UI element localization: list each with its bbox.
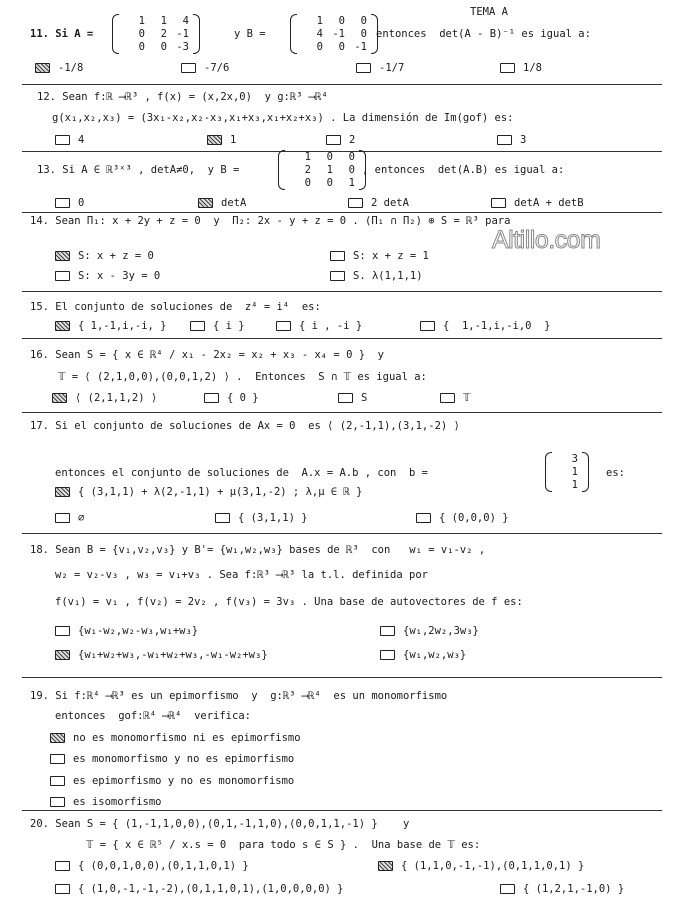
option-label: 𝕋 bbox=[463, 392, 471, 404]
matrix-cell: 0 bbox=[338, 41, 345, 53]
option-label: {w₁+w₂+w₃,-w₁+w₂+w₃,-w₁-w₂+w₃} bbox=[78, 649, 268, 661]
q13-option[interactable] bbox=[198, 197, 246, 209]
option-label: { (3,1,1) } bbox=[238, 512, 308, 524]
q17-option[interactable] bbox=[55, 486, 362, 498]
matrix-grid bbox=[552, 452, 582, 492]
divider bbox=[22, 84, 662, 85]
option-label: 4 bbox=[78, 134, 85, 146]
matrix-grid bbox=[297, 14, 371, 54]
q20-option[interactable] bbox=[55, 883, 344, 895]
option-label: S: x - 3y = 0 bbox=[78, 270, 161, 282]
divider bbox=[22, 810, 662, 811]
q18-line2: w₂ = v₂-v₃ , w₃ = v₁+v₃ . Sea f:ℝ³ ⟶ℝ³ la t.l. definida por bbox=[55, 569, 428, 581]
option-label: es isomorfismo bbox=[73, 796, 162, 808]
checkbox-icon[interactable] bbox=[500, 884, 515, 894]
matrix-cell: 4 bbox=[316, 28, 323, 40]
matrix-cell: 1 bbox=[304, 151, 311, 163]
option-label: { i , -i } bbox=[299, 320, 363, 332]
checkbox-icon[interactable] bbox=[55, 198, 70, 208]
right-bracket bbox=[193, 14, 200, 54]
q14-option[interactable] bbox=[55, 270, 160, 282]
checkbox-icon[interactable] bbox=[55, 861, 70, 871]
matrix-grid bbox=[119, 14, 193, 54]
matrix-cell: 0 bbox=[338, 15, 345, 27]
matrix-a bbox=[112, 14, 200, 54]
matrix-cell: -1 bbox=[332, 28, 345, 40]
q20-option[interactable] bbox=[55, 860, 249, 872]
option-label: 2 detA bbox=[371, 197, 409, 209]
option-label: S. λ(1,1,1) bbox=[353, 270, 423, 282]
matrix-grid bbox=[285, 150, 359, 190]
q13-option[interactable] bbox=[491, 197, 584, 209]
checkbox-checked-icon[interactable] bbox=[198, 198, 213, 208]
q16-line2: 𝕋 = ⟨ (2,1,0,0),(0,0,1,2) ⟩ . Entonces S ∩ 𝕋 es igual a: bbox=[58, 371, 427, 383]
divider bbox=[22, 338, 662, 339]
matrix-cell: 0 bbox=[160, 41, 167, 53]
checkbox-checked-icon[interactable] bbox=[55, 650, 70, 660]
matrix-cell: 2 bbox=[304, 164, 311, 176]
q11-mid: y B = bbox=[234, 28, 266, 40]
q12-option[interactable] bbox=[326, 134, 355, 146]
checkbox-icon[interactable] bbox=[491, 198, 506, 208]
q13-prefix: 13. Si A ∈ ℝ³ˣ³ , detA≠0, y B = bbox=[37, 164, 240, 176]
matrix-cell: 1 bbox=[571, 479, 578, 491]
q18-option[interactable] bbox=[55, 625, 198, 637]
q19-option[interactable] bbox=[50, 796, 162, 808]
matrix-cell: 0 bbox=[348, 164, 355, 176]
q12-option[interactable] bbox=[497, 134, 526, 146]
q19-option[interactable] bbox=[50, 732, 301, 744]
option-label: { 1,-1,i,-i,0 } bbox=[443, 320, 551, 332]
checkbox-icon[interactable] bbox=[380, 650, 395, 660]
checkbox-icon[interactable] bbox=[181, 63, 196, 73]
q19-line1: 19. Si f:ℝ⁴ ⟶ℝ³ es un epimorfismo y g:ℝ³ ⟶ℝ⁴ es un monomorfismo bbox=[30, 690, 448, 702]
matrix-cell: 0 bbox=[360, 15, 367, 27]
q17-line1: 17. Si el conjunto de soluciones de Ax = 0 es ⟨ (2,-1,1),(3,1,-2) ⟩ bbox=[30, 420, 460, 432]
option-label: es epimorfismo y no es monomorfismo bbox=[73, 775, 295, 787]
exam-version: TEMA A bbox=[470, 6, 508, 18]
checkbox-icon[interactable] bbox=[348, 198, 363, 208]
divider bbox=[22, 212, 662, 213]
checkbox-checked-icon[interactable] bbox=[50, 733, 65, 743]
q13-option[interactable] bbox=[55, 197, 84, 209]
matrix-cell: -1 bbox=[354, 41, 367, 53]
left-bracket bbox=[545, 452, 552, 492]
option-label: { (1,1,0,-1,-1),(0,1,1,0,1) } bbox=[401, 860, 585, 872]
option-label: S: x + z = 0 bbox=[78, 250, 154, 262]
option-label: { (3,1,1) + λ(2,-1,1) + μ(3,1,-2) ; λ,μ ∈ ℝ } bbox=[78, 486, 363, 498]
matrix-cell: 1 bbox=[348, 177, 355, 189]
option-label: { (1,0,-1,-1,-2),(0,1,1,0,1),(1,0,0,0,0) } bbox=[78, 883, 344, 895]
q15-option[interactable] bbox=[190, 320, 245, 332]
matrix-cell: 0 bbox=[304, 177, 311, 189]
checkbox-icon[interactable] bbox=[204, 393, 219, 403]
option-label: -1/8 bbox=[58, 62, 84, 74]
option-label: detA + detB bbox=[514, 197, 584, 209]
q19-option[interactable] bbox=[50, 775, 294, 787]
q16-option[interactable] bbox=[440, 392, 470, 404]
left-bracket bbox=[290, 14, 297, 54]
q14-line1: 14. Sean Π₁: x + 2y + z = 0 y Π₂: 2x - y + z = 0 . (Π₁ ∩ Π₂) ⊕ S = ℝ³ para bbox=[30, 215, 511, 227]
option-label: 1/8 bbox=[523, 62, 542, 74]
checkbox-icon[interactable] bbox=[416, 513, 431, 523]
checkbox-icon[interactable] bbox=[55, 884, 70, 894]
option-label: { 0 } bbox=[227, 392, 259, 404]
checkbox-checked-icon[interactable] bbox=[207, 135, 222, 145]
q11-option[interactable] bbox=[35, 62, 83, 74]
matrix-b bbox=[278, 150, 366, 190]
option-label: S: x + z = 1 bbox=[353, 250, 429, 262]
q14-option[interactable] bbox=[330, 250, 429, 262]
matrix-cell: 2 bbox=[160, 28, 167, 40]
matrix-cell: -3 bbox=[176, 41, 189, 53]
q15-option[interactable] bbox=[55, 320, 167, 332]
option-label: 2 bbox=[349, 134, 356, 146]
vector-b bbox=[545, 452, 589, 492]
option-label: { i } bbox=[213, 320, 245, 332]
q15-option[interactable] bbox=[276, 320, 362, 332]
checkbox-icon[interactable] bbox=[50, 776, 65, 786]
q17-option[interactable] bbox=[416, 512, 509, 524]
q11-prefix: 11. Si A = bbox=[30, 28, 94, 40]
matrix-cell: 1 bbox=[326, 164, 333, 176]
checkbox-icon[interactable] bbox=[338, 393, 353, 403]
checkbox-icon[interactable] bbox=[55, 271, 70, 281]
q13-option[interactable] bbox=[348, 197, 409, 209]
option-label: 1 bbox=[230, 134, 237, 146]
left-bracket bbox=[112, 14, 119, 54]
q11-option[interactable] bbox=[181, 62, 229, 74]
checkbox-icon[interactable] bbox=[497, 135, 512, 145]
option-label: ⟨ (2,1,1,2) ⟩ bbox=[75, 392, 158, 404]
checkbox-icon[interactable] bbox=[55, 135, 70, 145]
q14-option[interactable] bbox=[330, 270, 423, 282]
q20-line1: 20. Sean S = { (1,-1,1,0,0),(0,1,-1,1,0),(0,0,1,1,-1) } y bbox=[30, 818, 410, 830]
matrix-cell: 0 bbox=[326, 151, 333, 163]
checkbox-icon[interactable] bbox=[380, 626, 395, 636]
q20-line2: 𝕋 = { x ∈ ℝ⁵ / x.s = 0 para todo s ∈ S } . Una base de 𝕋 es: bbox=[86, 839, 481, 851]
matrix-cell: 0 bbox=[138, 41, 145, 53]
checkbox-icon[interactable] bbox=[55, 513, 70, 523]
checkbox-icon[interactable] bbox=[50, 797, 65, 807]
checkbox-checked-icon[interactable] bbox=[55, 487, 70, 497]
divider bbox=[22, 291, 662, 292]
option-label: ∅ bbox=[78, 512, 85, 524]
q17-option[interactable] bbox=[55, 512, 84, 524]
checkbox-icon[interactable] bbox=[356, 63, 371, 73]
option-label: {w₁-w₂,w₂-w₃,w₁+w₃} bbox=[78, 625, 199, 637]
option-label: 0 bbox=[78, 197, 85, 209]
q17-line2: entonces el conjunto de soluciones de A.x = A.b , con b = bbox=[55, 467, 428, 479]
divider bbox=[22, 412, 662, 413]
checkbox-icon[interactable] bbox=[330, 271, 345, 281]
checkbox-checked-icon[interactable] bbox=[35, 63, 50, 73]
matrix-cell: 0 bbox=[326, 177, 333, 189]
checkbox-icon[interactable] bbox=[50, 754, 65, 764]
q18-option[interactable] bbox=[380, 649, 466, 661]
q16-line1: 16. Sean S = { x ∈ ℝ⁴ / x₁ - 2x₂ = x₂ + x₃ - x₄ = 0 } y bbox=[30, 349, 385, 361]
q14-option[interactable] bbox=[55, 250, 154, 262]
q16-option[interactable] bbox=[52, 392, 157, 404]
checkbox-checked-icon[interactable] bbox=[55, 251, 70, 261]
q18-option[interactable] bbox=[55, 649, 268, 661]
left-bracket bbox=[278, 150, 285, 190]
altillo-watermark-logo: Altillo.com bbox=[492, 226, 601, 254]
matrix-cell: 0 bbox=[138, 28, 145, 40]
matrix-cell: 0 bbox=[348, 151, 355, 163]
option-label: {w₁,2w₂,3w₃} bbox=[403, 625, 479, 637]
matrix-cell: 3 bbox=[571, 453, 578, 465]
option-label: { (0,0,1,0,0),(0,1,1,0,1) } bbox=[78, 860, 249, 872]
q19-line2: entonces gof:ℝ⁴ ⟶ℝ⁴ verifica: bbox=[55, 710, 251, 722]
matrix-cell: 1 bbox=[571, 466, 578, 478]
option-label: detA bbox=[221, 197, 247, 209]
q12-option[interactable] bbox=[207, 134, 236, 146]
option-label: S bbox=[361, 392, 368, 404]
q17-option[interactable] bbox=[215, 512, 308, 524]
checkbox-checked-icon[interactable] bbox=[52, 393, 67, 403]
q18-line1: 18. Sean B = {v₁,v₂,v₃} y B'= {w₁,w₂,w₃} bases de ℝ³ con w₁ = v₁-v₂ , bbox=[30, 544, 486, 556]
q17-question: es: bbox=[606, 467, 625, 479]
divider bbox=[22, 677, 662, 678]
checkbox-icon[interactable] bbox=[330, 251, 345, 261]
checkbox-icon[interactable] bbox=[215, 513, 230, 523]
q12-option[interactable] bbox=[55, 134, 84, 146]
matrix-cell: 1 bbox=[138, 15, 145, 27]
q15-line1: 15. El conjunto de soluciones de z⁴ = i⁴ es: bbox=[30, 301, 321, 313]
q11-question: entonces det(A - B)⁻¹ es igual a: bbox=[376, 28, 591, 40]
q20-option[interactable] bbox=[378, 860, 584, 872]
q11-option[interactable] bbox=[500, 62, 542, 74]
checkbox-checked-icon[interactable] bbox=[55, 321, 70, 331]
matrix-cell: 0 bbox=[360, 28, 367, 40]
matrix-b bbox=[290, 14, 378, 54]
q12-line1: 12. Sean f:ℝ ⟶ℝ³ , f(x) = (x,2x,0) y g:ℝ³ ⟶ℝ⁴ bbox=[37, 91, 328, 103]
q16-option[interactable] bbox=[204, 392, 259, 404]
option-label: { (1,2,1,-1,0) } bbox=[523, 883, 625, 895]
checkbox-icon[interactable] bbox=[190, 321, 205, 331]
right-bracket bbox=[582, 452, 589, 492]
matrix-cell: 1 bbox=[160, 15, 167, 27]
divider bbox=[22, 533, 662, 534]
q18-option[interactable] bbox=[380, 625, 479, 637]
checkbox-icon[interactable] bbox=[326, 135, 341, 145]
matrix-cell: -1 bbox=[176, 28, 189, 40]
option-label: -1/7 bbox=[379, 62, 405, 74]
q20-option[interactable] bbox=[500, 883, 624, 895]
q11-option[interactable] bbox=[356, 62, 404, 74]
q19-option[interactable] bbox=[50, 753, 294, 765]
matrix-cell: 1 bbox=[316, 15, 323, 27]
q13-question: , entonces det(A.B) es igual a: bbox=[362, 164, 565, 176]
q16-option[interactable] bbox=[338, 392, 367, 404]
checkbox-icon[interactable] bbox=[440, 393, 455, 403]
q12-line2: g(x₁,x₂,x₃) = (3x₁-x₂,x₂-x₃,x₁+x₃,x₁+x₂+x₃) . La dimensión de Im(gof) es: bbox=[52, 112, 514, 124]
option-label: { 1,-1,i,-i, } bbox=[78, 320, 167, 332]
checkbox-icon[interactable] bbox=[420, 321, 435, 331]
option-label: 3 bbox=[520, 134, 527, 146]
option-label: es monomorfismo y no es epimorfismo bbox=[73, 753, 295, 765]
option-label: { (0,0,0) } bbox=[439, 512, 509, 524]
checkbox-icon[interactable] bbox=[276, 321, 291, 331]
checkbox-icon[interactable] bbox=[55, 626, 70, 636]
matrix-cell: 0 bbox=[316, 41, 323, 53]
option-label: -7/6 bbox=[204, 62, 230, 74]
checkbox-icon[interactable] bbox=[500, 63, 515, 73]
q18-line3: f(v₁) = v₁ , f(v₂) = 2v₂ , f(v₃) = 3v₃ . Una base de autovectores de f es: bbox=[55, 596, 523, 608]
q15-option[interactable] bbox=[420, 320, 550, 332]
option-label: no es monomorfismo ni es epimorfismo bbox=[73, 732, 301, 744]
matrix-cell: 4 bbox=[182, 15, 189, 27]
option-label: {w₁,w₂,w₃} bbox=[403, 649, 467, 661]
checkbox-checked-icon[interactable] bbox=[378, 861, 393, 871]
